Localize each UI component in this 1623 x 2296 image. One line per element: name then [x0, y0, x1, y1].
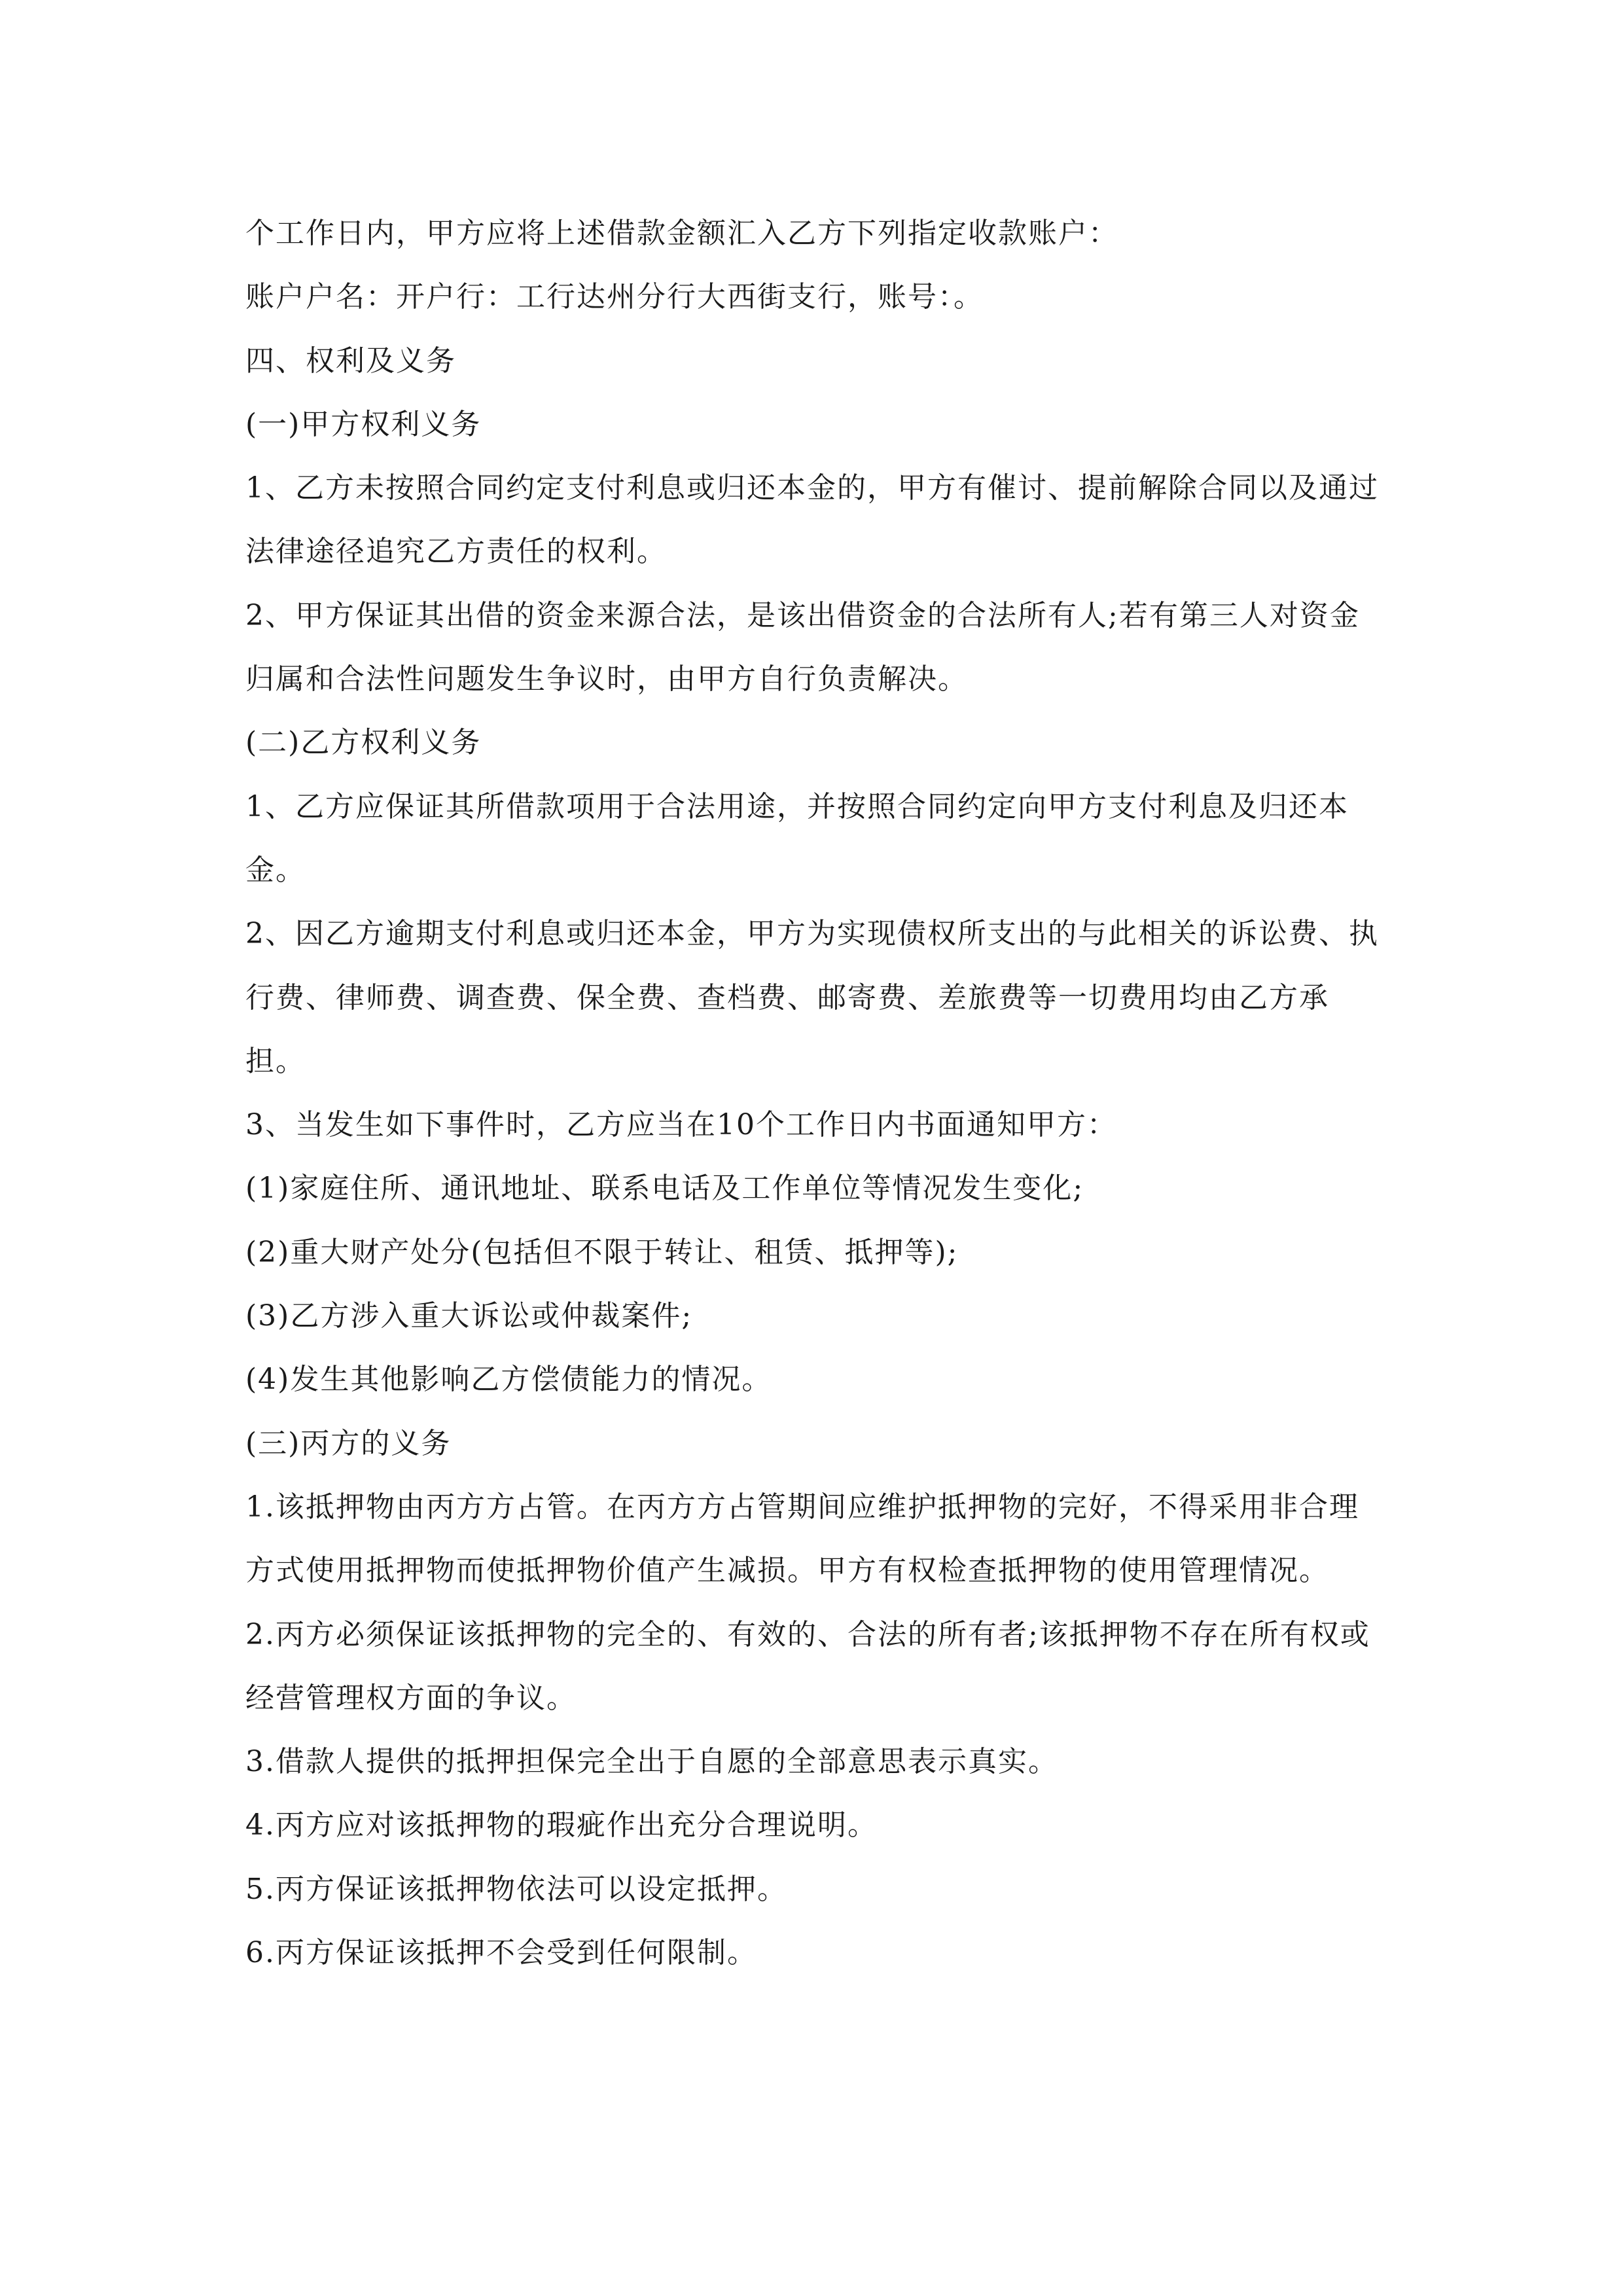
paragraph: 4.丙方应对该抵押物的瑕疵作出充分合理说明。	[245, 1808, 878, 1842]
list-item: (2)重大财产处分(包括但不限于转让、租赁、抵押等);	[245, 1235, 959, 1269]
subsection-heading: (二)乙方权利义务	[245, 726, 482, 760]
paragraph: 1、乙方未按照合同约定支付利息或归还本金的，甲方有催讨、提前解除合同以及通过法律途径追究乙方责任的权利。	[245, 471, 1379, 569]
paragraph: 2、因乙方逾期支付利息或归还本金，甲方为实现债权所支出的与此相关的诉讼费、执行费、律师费、调查费、保全费、查档费、邮寄费、差旅费等一切费用均由乙方承担。	[245, 917, 1379, 1078]
subsection-heading: (三)丙方的义务	[245, 1426, 452, 1460]
paragraph: 2.丙方必须保证该抵押物的完全的、有效的、合法的所有者;该抵押物不存在所有权或经营管理权方面的争议。	[245, 1617, 1370, 1715]
paragraph: 5.丙方保证该抵押物依法可以设定抵押。	[245, 1872, 787, 1906]
paragraph: 1.该抵押物由丙方方占管。在丙方方占管期间应维护抵押物的完好，不得采用非合理方式使用抵押物而使抵押物价值产生减损。甲方有权检查抵押物的使用管理情况。	[245, 1490, 1359, 1588]
subsection-heading: (一)甲方权利义务	[245, 407, 482, 441]
paragraph: 3.借款人提供的抵押担保完全出于自愿的全部意思表示真实。	[245, 1745, 1058, 1779]
list-item: (4)发生其他影响乙方偿债能力的情况。	[245, 1363, 772, 1397]
list-item: (1)家庭住所、通讯地址、联系电话及工作单位等情况发生变化;	[245, 1172, 1084, 1206]
paragraph: 1、乙方应保证其所借款项用于合法用途，并按照合同约定向甲方支付利息及归还本金。	[245, 789, 1349, 887]
list-item: (3)乙方涉入重大诉讼或仲裁案件;	[245, 1299, 693, 1333]
paragraph: 个工作日内，甲方应将上述借款金额汇入乙方下列指定收款账户：	[245, 217, 1118, 250]
paragraph: 3、当发生如下事件时，乙方应当在10个工作日内书面通知甲方：	[245, 1108, 1117, 1142]
paragraph: 账户户名：开户行：工行达州分行大西街支行，账号：。	[245, 280, 984, 314]
paragraph: 2、甲方保证其出借的资金来源合法，是该出借资金的合法所有人;若有第三人对资金归属和合法性问题发生争议时，由甲方自行负责解决。	[245, 598, 1360, 696]
document-body	[245, 202, 1384, 1984]
section-heading: 四、权利及义务	[245, 344, 456, 378]
paragraph: 6.丙方保证该抵押不会受到任何限制。	[245, 1936, 757, 1970]
